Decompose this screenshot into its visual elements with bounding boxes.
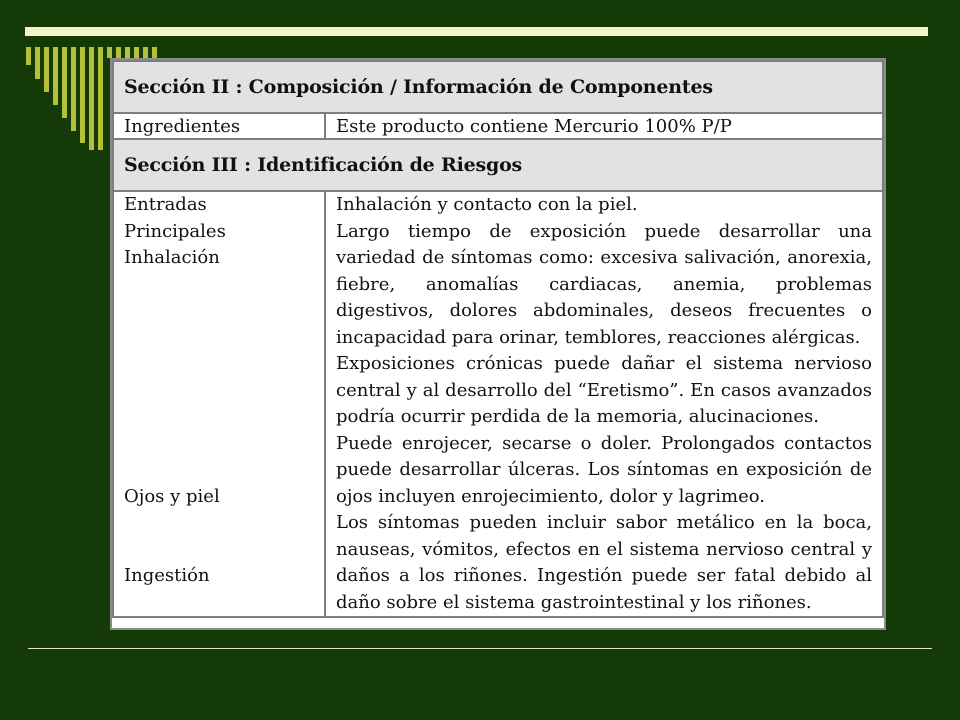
section-2-header [113,61,883,113]
ingredients-value: Este producto contiene Mercurio 100% P/P [325,113,883,139]
text-main-entries: Inhalación y contacto con la piel. [336,194,638,215]
label-ingestion: Ingestión [124,565,210,586]
risk-descriptions-column [325,191,883,617]
top-decorative-rule [25,27,928,36]
risks-row [113,191,883,617]
bottom-decorative-rule [28,648,932,649]
label-main-entries: Entradas Principales [124,194,226,242]
ingredients-row [113,113,883,139]
section-2-title: Sección II : Composición / Información de Componentes [113,61,883,113]
hazard-table [112,60,884,618]
label-eyes-skin: Ojos y piel [124,485,220,507]
ingredients-label: Ingredientes [113,113,325,139]
text-inhalation-chronic: Exposiciones crónicas puede dañar el sistema nervioso central y al desarrollo del “Eretismo”. En casos avanzados podría ocurrir perdida de la memoria, alucinaciones. [336,353,872,427]
section-3-header [113,139,883,191]
risk-labels-column [113,191,325,617]
section-3-title: Sección III : Identificación de Riesgos [113,139,883,191]
text-eyes-skin: Puede enrojecer, secarse o doler. Prolongados contactos puede desarrollar úlceras. Los síntomas en exposición de ojos incluyen enrojecimiento, dolor y lagrimeo. [336,432,872,507]
safety-data-sheet-excerpt [110,58,886,630]
label-inhalation: Inhalación [124,247,220,268]
text-inhalation-symptoms: Largo tiempo de exposición puede desarrollar una variedad de síntomas como: excesiva salivación, anorexia, fiebre, anomalías cardiacas, anemia, problemas digestivos, dolores abdominales, deseos frecuentes o incapacidad para orinar, temblores, reacciones alérgicas. [336,220,872,348]
text-ingestion: Los síntomas pueden incluir sabor metálico en la boca, nauseas, vómitos, efectos en el sistema nervioso central y daños a los riñones. Ingestión puede ser fatal debido al daño sobre el sistema gastrointestinal y los riñones. [336,512,872,613]
